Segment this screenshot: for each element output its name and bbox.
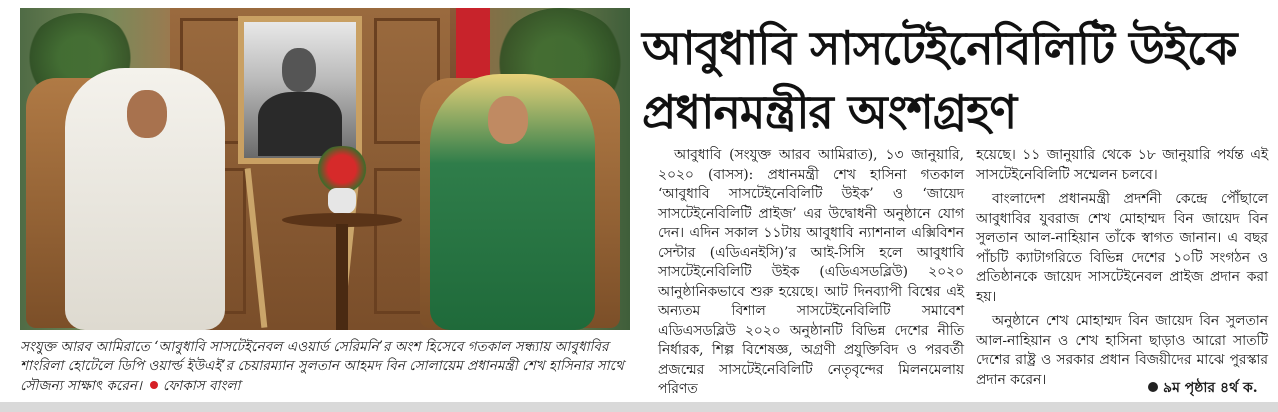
photo-person-right bbox=[430, 74, 595, 330]
article-paragraph: আবুধাবি (সংযুক্ত আরব আমিরাত), ১৩ জানুয়ারি, ২০২০ (বাসস): প্রধানমন্ত্রী শেখ হাসিনা গতকাল ‘আবুধাবি সাসটেইনেবিলিটি উইক’ ও ‘জায়েদ সাসটেইনেবিলিটি প্রাইজ’ এর উদ্বোধনী অনুষ্ঠানে যোগ দেন। এদিন সকাল ১১টায় আবুধাবি ন্যাশনাল এক্সিবিশন সেন্টার (এডিএনইসি)’র আই-সিসি হলে আবুধাবি সাসটেইনেবিলিটি উইক (এডিএসডব্লিউ) ২০২০ আনুষ্ঠানিকভাবে শুরু হয়েছে। আট দিনব্যাপী বিশ্বের এই অন্যতম বিশাল সাসটেইনেবিলিটি সমাবেশ এডিএসডব্লিউ ২০২০ অনুষ্ঠানটি বিভিন্ন দেশের নীতি নির্ধারক, শিল্প বিশেষজ্ঞ, অগ্রণী প্রযুক্তিবিদ ও পরবর্তী প্রজন্মের সাসটেইনেবিলিটি নেতৃবৃন্দের মিলনমেলায় পরিণত bbox=[658, 147, 964, 397]
article-column-1 bbox=[658, 146, 964, 400]
photo-flowers bbox=[310, 146, 374, 192]
photo-credit-label: ফোকাস বাংলা bbox=[162, 377, 241, 394]
article-column-2 bbox=[976, 146, 1268, 390]
photo-caption: সংযুক্ত আরব আমিরাতে ‘আবুধাবি সাসটেইনেবল এওয়ার্ড সেরিমনি’র অংশ হিসেবে গতকাল সন্ধ্যায় আবুধাবির শাংরিলা হোটেলে ডিপি ওয়ার্ল্ড ইউএই’র চেয়ারম্যান সুলতান আহমদ বিন সোলায়েম প্রধানমন্ত্রী শেখ হাসিনার সাথে সৌজন্য সাক্ষাৎ করেন। bbox=[20, 339, 624, 394]
continuation-label: ৯ম পৃষ্ঠার ৪র্থ ক. bbox=[1163, 380, 1258, 396]
headline: আবুধাবি সাসটেইনেবিলিটি উইকে প্রধানমন্ত্রীর অংশগ্রহণ bbox=[642, 21, 1237, 139]
credit-dot-icon bbox=[150, 381, 158, 389]
continuation-note bbox=[1148, 376, 1258, 400]
bullet-icon bbox=[1148, 382, 1158, 392]
article-paragraph: বাংলাদেশ প্রধানমন্ত্রী প্রদর্শনী কেন্দ্রে পৌঁছালে আবুধাবির যুবরাজ শেখ মোহাম্মদ বিন জায়েদ বিন সুলতান আল-নাহিয়ান তাঁকে স্বাগত জানান। এ বছর পাঁচটি ক্যাটাগরিতে বিভিন্ন দেশের ১০টি সংগঠন ও প্রতিষ্ঠানকে জায়েদ সাসটেইনেবল প্রাইজ প্রদান করা হয়। bbox=[976, 191, 1268, 305]
news-photo bbox=[20, 8, 630, 330]
page-bottom-rule bbox=[0, 402, 1278, 412]
photo-vase bbox=[328, 188, 356, 214]
photo-portrait bbox=[244, 22, 356, 158]
article-paragraph: হয়েছে। ১১ জানুয়ারি থেকে ১৮ জানুয়ারি পর্যন্ত এই সাসটেইনেবিলিটি সম্মেলন চলবে। bbox=[976, 147, 1268, 183]
photo-portrait-frame bbox=[238, 16, 362, 164]
photo-table-leg bbox=[336, 224, 348, 330]
photo-caption-block bbox=[20, 338, 632, 396]
photo-person-left bbox=[65, 68, 225, 330]
article-paragraph: অনুষ্ঠানে শেখ মোহাম্মদ বিন জায়েদ বিন সুলতান আল-নাহিয়ান ও শেখ হাসিনা ছাড়াও আরো সাতটি দেশের রাষ্ট্র ও সরকার প্রধান বিজয়ীদের মাঝে পুরস্কার প্রদান করেন। bbox=[976, 313, 1268, 388]
photo-credit bbox=[142, 378, 241, 394]
